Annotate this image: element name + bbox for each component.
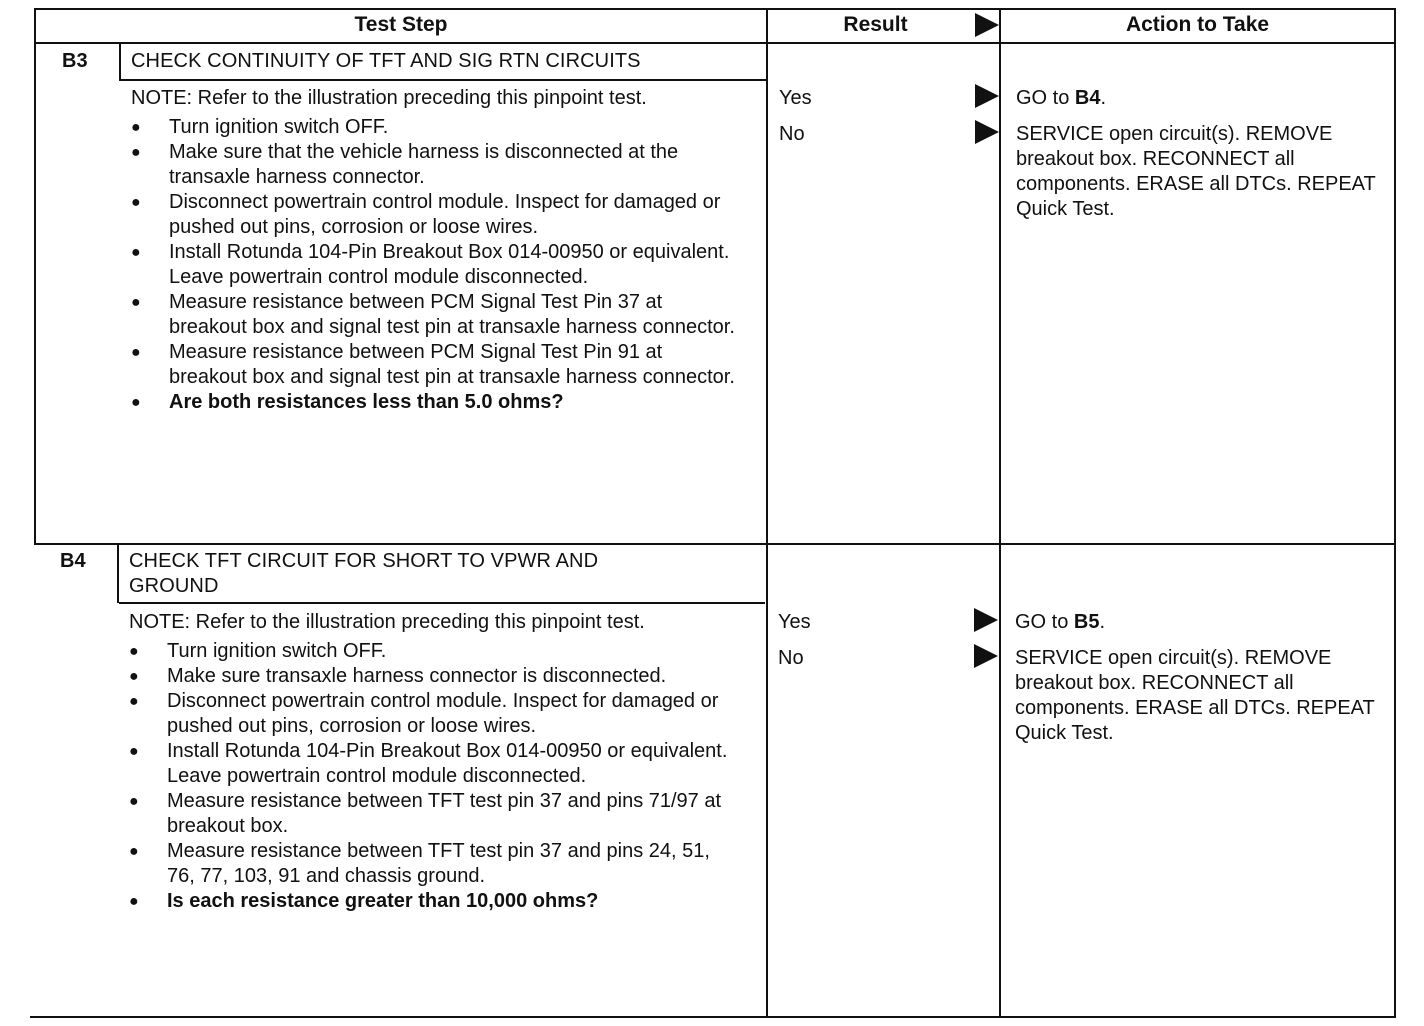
b3-title-bottom-border <box>119 79 767 81</box>
table-bottom-border <box>30 1016 1394 1018</box>
table-left-border <box>34 8 36 544</box>
result-no-b3: No <box>779 123 805 145</box>
step-title-b4: CHECK TFT CIRCUIT FOR SHORT TO VPWR AND GROUND <box>129 550 599 597</box>
action-no-b3: SERVICE open circuit(s). REMOVE breakout box. RECONNECT all components. ERASE all DTCs. REPEAT Quick Test. <box>1016 123 1376 220</box>
note-b4: NOTE: Refer to the illustration preceding this pinpoint test. <box>129 611 645 633</box>
question-b4: ● Is each resistance greater than 10,000 ohms? <box>129 889 741 914</box>
bullet-item: ● Measure resistance between PCM Signal Test Pin 91 at breakout box and signal test pin at transaxle harness connector. <box>131 340 741 390</box>
result-yes-arrow-icon <box>975 84 999 108</box>
step-code-divider-b3 <box>119 42 121 80</box>
bullet-item: ● Measure resistance between TFT test pin 37 and pins 24, 51, 76, 77, 103, 91 and chassis ground. <box>129 839 741 889</box>
step-body-b4 <box>129 610 741 914</box>
result-no-b4: No <box>778 647 804 669</box>
result-no-arrow-icon <box>975 120 999 144</box>
goto-step-link: B4 <box>1074 87 1101 109</box>
step-title-b3: CHECK CONTINUITY OF TFT AND SIG RTN CIRCUITS <box>131 50 641 72</box>
step-code-b4: B4 <box>60 550 86 572</box>
action-yes-b3: GO to B4. <box>1016 87 1107 109</box>
action-column-left-border <box>999 8 1001 1018</box>
question-b3: ● Are both resistances less than 5.0 ohms? <box>131 390 741 415</box>
action-b4 <box>1015 610 1389 746</box>
bullet-list-b3 <box>131 115 741 415</box>
bullet-item: ● Measure resistance between PCM Signal Test Pin 37 at breakout box and signal test pin at transaxle harness connector. <box>131 290 741 340</box>
bullet-item: ● Disconnect powertrain control module. Inspect for damaged or pushed out pins, corrosion or loose wires. <box>131 190 741 240</box>
bullet-item: ● Make sure that the vehicle harness is disconnected at the transaxle harness connector. <box>131 140 741 190</box>
bullet-item: ● Measure resistance between TFT test pin 37 and pins 71/97 at breakout box. <box>129 789 741 839</box>
bullet-item: ● Install Rotunda 104-Pin Breakout Box 014-00950 or equivalent. Leave powertrain control module disconnected. <box>131 240 741 290</box>
bullet-list-b4 <box>129 639 741 914</box>
header-test-step: Test Step <box>354 13 448 36</box>
result-yes-b3: Yes <box>779 87 812 109</box>
header-bottom-border <box>34 42 1396 44</box>
bullet-item: ● Disconnect powertrain control module. Inspect for damaged or pushed out pins, corrosion or loose wires. <box>129 689 741 739</box>
action-yes-b4: GO to B5. <box>1015 611 1106 633</box>
header-arrow-icon <box>975 13 999 37</box>
header-result: Result <box>843 13 908 36</box>
action-no-b4: SERVICE open circuit(s). REMOVE breakout box. RECONNECT all components. ERASE all DTCs. REPEAT Quick Test. <box>1015 647 1375 744</box>
result-yes-arrow-icon <box>974 608 998 632</box>
step-body-b3 <box>131 86 741 415</box>
result-column-left-border <box>766 8 768 1018</box>
header-action: Action to Take <box>1125 13 1270 36</box>
action-b3 <box>1016 86 1390 222</box>
bullet-item: ● Make sure transaxle harness connector is disconnected. <box>129 664 741 689</box>
table-right-border <box>1394 8 1396 1018</box>
step-code-divider-b4 <box>117 543 119 603</box>
bullet-item: ● Install Rotunda 104-Pin Breakout Box 014-00950 or equivalent. Leave powertrain control module disconnected. <box>129 739 741 789</box>
bullet-item: ● Turn ignition switch OFF. <box>131 115 741 140</box>
result-no-arrow-icon <box>974 644 998 668</box>
note-b3: NOTE: Refer to the illustration preceding this pinpoint test. <box>131 87 647 109</box>
step-code-b3: B3 <box>62 50 88 72</box>
section-divider <box>34 543 1396 545</box>
goto-step-link: B5 <box>1073 611 1100 633</box>
bullet-item: ● Turn ignition switch OFF. <box>129 639 741 664</box>
result-yes-b4: Yes <box>778 611 811 633</box>
b4-title-bottom-border <box>119 602 765 604</box>
